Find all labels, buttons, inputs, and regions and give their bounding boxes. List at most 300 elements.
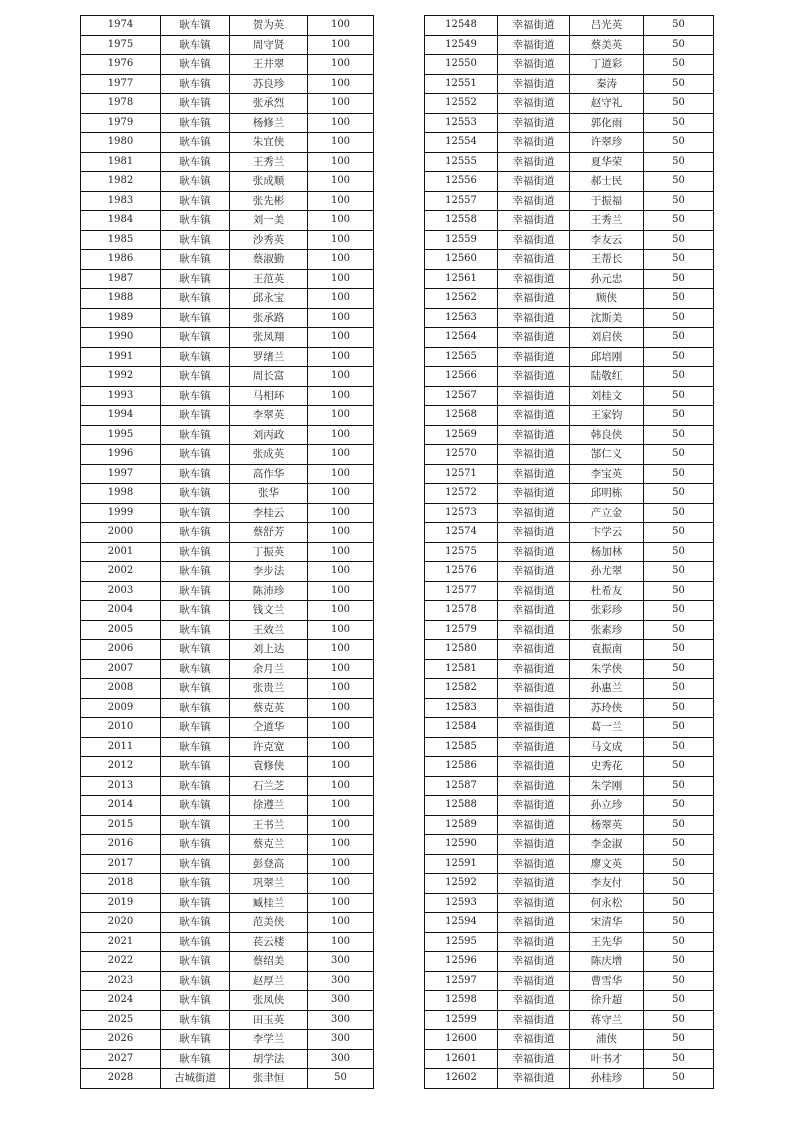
amount-cell: 50: [644, 367, 714, 387]
row-number-cell: 12569: [425, 425, 498, 445]
town-cell: 幸福街道: [498, 620, 570, 640]
name-cell: 李桂云: [230, 503, 308, 523]
amount-cell: 100: [308, 776, 374, 796]
town-cell: 耿车镇: [161, 620, 230, 640]
amount-cell: 50: [644, 991, 714, 1011]
amount-cell: 300: [308, 991, 374, 1011]
table-row: [81, 1069, 374, 1089]
name-cell: 产立金: [570, 503, 644, 523]
table-row: [81, 776, 374, 796]
town-cell: 幸福街道: [498, 1030, 570, 1050]
row-number-cell: 2026: [81, 1030, 161, 1050]
town-cell: 幸福街道: [498, 952, 570, 972]
row-number-cell: 1992: [81, 367, 161, 387]
name-cell: 杨修兰: [230, 113, 308, 133]
name-cell: 顾侠: [570, 289, 644, 309]
amount-cell: 50: [644, 757, 714, 777]
name-cell: 彭登高: [230, 854, 308, 874]
row-number-cell: 2027: [81, 1049, 161, 1069]
row-number-cell: 12555: [425, 152, 498, 172]
town-cell: 耿车镇: [161, 796, 230, 816]
table-row: [81, 542, 374, 562]
row-number-cell: 12585: [425, 737, 498, 757]
amount-cell: 50: [644, 1030, 714, 1050]
town-cell: 幸福街道: [498, 737, 570, 757]
row-number-cell: 12576: [425, 562, 498, 582]
town-cell: 耿车镇: [161, 386, 230, 406]
amount-cell: 50: [644, 1010, 714, 1030]
name-cell: 蔡淑勤: [230, 250, 308, 270]
town-cell: 幸福街道: [498, 659, 570, 679]
name-cell: 蒋守兰: [570, 1010, 644, 1030]
amount-cell: 50: [644, 347, 714, 367]
amount-cell: 50: [644, 464, 714, 484]
amount-cell: 50: [644, 874, 714, 894]
name-cell: 贺为英: [230, 16, 308, 36]
name-cell: 沈斯美: [570, 308, 644, 328]
table-row: [81, 328, 374, 348]
row-number-cell: 1983: [81, 191, 161, 211]
name-cell: 刘启侠: [570, 328, 644, 348]
name-cell: 周守贤: [230, 35, 308, 55]
row-number-cell: 12558: [425, 211, 498, 231]
row-number-cell: 1996: [81, 445, 161, 465]
amount-cell: 100: [308, 854, 374, 874]
row-number-cell: 2028: [81, 1069, 161, 1089]
town-cell: 幸福街道: [498, 1049, 570, 1069]
name-cell: 高作华: [230, 464, 308, 484]
name-cell: 陈沛珍: [230, 581, 308, 601]
town-cell: 幸福街道: [498, 893, 570, 913]
row-number-cell: 2005: [81, 620, 161, 640]
town-cell: 幸福街道: [498, 932, 570, 952]
row-number-cell: 12563: [425, 308, 498, 328]
table-row: [425, 893, 714, 913]
amount-cell: 50: [644, 581, 714, 601]
amount-cell: 100: [308, 211, 374, 231]
amount-cell: 100: [308, 718, 374, 738]
row-number-cell: 1980: [81, 133, 161, 153]
table-row: [425, 425, 714, 445]
town-cell: 耿车镇: [161, 815, 230, 835]
name-cell: 廖文英: [570, 854, 644, 874]
row-number-cell: 1990: [81, 328, 161, 348]
left-roster-table: [80, 15, 374, 1089]
name-cell: 孙尤翠: [570, 562, 644, 582]
name-cell: 赵守礼: [570, 94, 644, 114]
amount-cell: 50: [308, 1069, 374, 1089]
row-number-cell: 1979: [81, 113, 161, 133]
amount-cell: 50: [644, 952, 714, 972]
amount-cell: 50: [644, 718, 714, 738]
name-cell: 王书兰: [230, 815, 308, 835]
amount-cell: 50: [644, 523, 714, 543]
name-cell: 张承路: [230, 308, 308, 328]
table-row: [81, 737, 374, 757]
table-row: [425, 94, 714, 114]
amount-cell: 100: [308, 191, 374, 211]
town-cell: 幸福街道: [498, 679, 570, 699]
table-row: [425, 718, 714, 738]
name-cell: 孙立珍: [570, 796, 644, 816]
town-cell: 幸福街道: [498, 94, 570, 114]
town-cell: 耿车镇: [161, 172, 230, 192]
town-cell: 幸福街道: [498, 289, 570, 309]
row-number-cell: 12559: [425, 230, 498, 250]
table-row: [425, 757, 714, 777]
amount-cell: 300: [308, 1049, 374, 1069]
name-cell: 秦涛: [570, 74, 644, 94]
name-cell: 巩翠兰: [230, 874, 308, 894]
amount-cell: 100: [308, 562, 374, 582]
name-cell: 李翠英: [230, 406, 308, 426]
row-number-cell: 12580: [425, 640, 498, 660]
table-row: [81, 952, 374, 972]
table-row: [425, 523, 714, 543]
row-number-cell: 12602: [425, 1069, 498, 1089]
table-row: [425, 796, 714, 816]
amount-cell: 100: [308, 601, 374, 621]
table-row: [81, 581, 374, 601]
row-number-cell: 12593: [425, 893, 498, 913]
name-cell: 郜仁义: [570, 445, 644, 465]
name-cell: 杜希友: [570, 581, 644, 601]
town-cell: 幸福街道: [498, 971, 570, 991]
amount-cell: 50: [644, 269, 714, 289]
amount-cell: 100: [308, 640, 374, 660]
town-cell: 耿车镇: [161, 425, 230, 445]
amount-cell: 100: [308, 308, 374, 328]
table-row: [81, 620, 374, 640]
table-row: [425, 952, 714, 972]
row-number-cell: 12591: [425, 854, 498, 874]
town-cell: 耿车镇: [161, 991, 230, 1011]
row-number-cell: 12574: [425, 523, 498, 543]
town-cell: 耿车镇: [161, 347, 230, 367]
town-cell: 幸福街道: [498, 854, 570, 874]
name-cell: 田玉英: [230, 1010, 308, 1030]
name-cell: 李友云: [570, 230, 644, 250]
table-row: [81, 406, 374, 426]
row-number-cell: 1974: [81, 16, 161, 36]
name-cell: 孙桂珍: [570, 1069, 644, 1089]
amount-cell: 50: [644, 230, 714, 250]
amount-cell: 100: [308, 503, 374, 523]
town-cell: 幸福街道: [498, 55, 570, 75]
town-cell: 耿车镇: [161, 367, 230, 387]
table-row: [81, 796, 374, 816]
table-row: [425, 932, 714, 952]
name-cell: 杨翠英: [570, 815, 644, 835]
amount-cell: 100: [308, 464, 374, 484]
table-row: [81, 523, 374, 543]
name-cell: 张素珍: [570, 620, 644, 640]
row-number-cell: 2007: [81, 659, 161, 679]
table-row: [425, 815, 714, 835]
town-cell: 耿车镇: [161, 601, 230, 621]
row-number-cell: 1993: [81, 386, 161, 406]
town-cell: 耿车镇: [161, 74, 230, 94]
town-cell: 耿车镇: [161, 913, 230, 933]
table-row: [81, 230, 374, 250]
row-number-cell: 1978: [81, 94, 161, 114]
row-number-cell: 12587: [425, 776, 498, 796]
row-number-cell: 2014: [81, 796, 161, 816]
amount-cell: 100: [308, 659, 374, 679]
table-row: [425, 367, 714, 387]
row-number-cell: 12579: [425, 620, 498, 640]
right-roster-body: [425, 16, 714, 1089]
table-row: [81, 35, 374, 55]
amount-cell: 100: [308, 250, 374, 270]
name-cell: 蔡克英: [230, 698, 308, 718]
town-cell: 耿车镇: [161, 776, 230, 796]
table-row: [425, 1069, 714, 1089]
name-cell: 李金淑: [570, 835, 644, 855]
name-cell: 周长富: [230, 367, 308, 387]
table-row: [425, 835, 714, 855]
town-cell: 幸福街道: [498, 523, 570, 543]
town-cell: 耿车镇: [161, 328, 230, 348]
row-number-cell: 2012: [81, 757, 161, 777]
table-row: [81, 874, 374, 894]
table-row: [81, 113, 374, 133]
name-cell: 宋清华: [570, 913, 644, 933]
amount-cell: 50: [644, 35, 714, 55]
town-cell: 幸福街道: [498, 835, 570, 855]
table-row: [425, 601, 714, 621]
row-number-cell: 12566: [425, 367, 498, 387]
name-cell: 孙惠兰: [570, 679, 644, 699]
name-cell: 王秀兰: [230, 152, 308, 172]
amount-cell: 100: [308, 737, 374, 757]
town-cell: 耿车镇: [161, 932, 230, 952]
town-cell: 幸福街道: [498, 74, 570, 94]
town-cell: 耿车镇: [161, 503, 230, 523]
name-cell: 曹雪华: [570, 971, 644, 991]
row-number-cell: 12583: [425, 698, 498, 718]
town-cell: 幸福街道: [498, 133, 570, 153]
amount-cell: 100: [308, 484, 374, 504]
name-cell: 刘上达: [230, 640, 308, 660]
row-number-cell: 1997: [81, 464, 161, 484]
name-cell: 马相环: [230, 386, 308, 406]
amount-cell: 100: [308, 406, 374, 426]
town-cell: 古城街道: [161, 1069, 230, 1089]
town-cell: 幸福街道: [498, 269, 570, 289]
amount-cell: 100: [308, 55, 374, 75]
name-cell: 罗绪兰: [230, 347, 308, 367]
amount-cell: 50: [644, 601, 714, 621]
table-row: [425, 854, 714, 874]
amount-cell: 100: [308, 815, 374, 835]
table-row: [81, 211, 374, 231]
amount-cell: 100: [308, 328, 374, 348]
town-cell: 幸福街道: [498, 191, 570, 211]
table-row: [425, 386, 714, 406]
row-number-cell: 1991: [81, 347, 161, 367]
town-cell: 耿车镇: [161, 562, 230, 582]
town-cell: 耿车镇: [161, 55, 230, 75]
amount-cell: 50: [644, 913, 714, 933]
amount-cell: 100: [308, 523, 374, 543]
amount-cell: 100: [308, 913, 374, 933]
table-row: [81, 386, 374, 406]
name-cell: 杨加林: [570, 542, 644, 562]
town-cell: 耿车镇: [161, 1030, 230, 1050]
amount-cell: 50: [644, 835, 714, 855]
town-cell: 耿车镇: [161, 971, 230, 991]
name-cell: 陈庆增: [570, 952, 644, 972]
name-cell: 范美侠: [230, 913, 308, 933]
amount-cell: 50: [644, 893, 714, 913]
name-cell: 李步法: [230, 562, 308, 582]
amount-cell: 100: [308, 542, 374, 562]
row-number-cell: 1987: [81, 269, 161, 289]
amount-cell: 50: [644, 328, 714, 348]
town-cell: 耿车镇: [161, 757, 230, 777]
amount-cell: 50: [644, 1049, 714, 1069]
town-cell: 幸福街道: [498, 991, 570, 1011]
name-cell: 史秀花: [570, 757, 644, 777]
row-number-cell: 12564: [425, 328, 498, 348]
amount-cell: 100: [308, 425, 374, 445]
row-number-cell: 1994: [81, 406, 161, 426]
town-cell: 耿车镇: [161, 737, 230, 757]
table-row: [425, 562, 714, 582]
amount-cell: 50: [644, 94, 714, 114]
row-number-cell: 12598: [425, 991, 498, 1011]
row-number-cell: 2025: [81, 1010, 161, 1030]
amount-cell: 100: [308, 620, 374, 640]
row-number-cell: 12553: [425, 113, 498, 133]
town-cell: 幸福街道: [498, 757, 570, 777]
amount-cell: 100: [308, 757, 374, 777]
table-row: [81, 289, 374, 309]
amount-cell: 50: [644, 425, 714, 445]
town-cell: 耿车镇: [161, 289, 230, 309]
table-row: [81, 152, 374, 172]
row-number-cell: 12549: [425, 35, 498, 55]
town-cell: 耿车镇: [161, 835, 230, 855]
name-cell: 苌云楼: [230, 932, 308, 952]
row-number-cell: 1982: [81, 172, 161, 192]
amount-cell: 100: [308, 172, 374, 192]
town-cell: 幸福街道: [498, 776, 570, 796]
name-cell: 卞学云: [570, 523, 644, 543]
amount-cell: 50: [644, 1069, 714, 1089]
amount-cell: 50: [644, 113, 714, 133]
row-number-cell: 12592: [425, 874, 498, 894]
amount-cell: 300: [308, 952, 374, 972]
row-number-cell: 1986: [81, 250, 161, 270]
row-number-cell: 1981: [81, 152, 161, 172]
town-cell: 耿车镇: [161, 191, 230, 211]
table-row: [425, 289, 714, 309]
amount-cell: 50: [644, 191, 714, 211]
table-row: [425, 211, 714, 231]
row-number-cell: 12572: [425, 484, 498, 504]
name-cell: 张贵兰: [230, 679, 308, 699]
table-row: [425, 581, 714, 601]
table-row: [81, 932, 374, 952]
name-cell: 张聿恒: [230, 1069, 308, 1089]
name-cell: 丁振英: [230, 542, 308, 562]
name-cell: 张彩珍: [570, 601, 644, 621]
amount-cell: 100: [308, 347, 374, 367]
name-cell: 丁道彩: [570, 55, 644, 75]
name-cell: 朱宜侠: [230, 133, 308, 153]
name-cell: 刘丙政: [230, 425, 308, 445]
amount-cell: 50: [644, 542, 714, 562]
table-row: [425, 464, 714, 484]
table-row: [81, 191, 374, 211]
name-cell: 李学兰: [230, 1030, 308, 1050]
row-number-cell: 12601: [425, 1049, 498, 1069]
row-number-cell: 12550: [425, 55, 498, 75]
town-cell: 幸福街道: [498, 113, 570, 133]
table-row: [81, 484, 374, 504]
table-row: [425, 542, 714, 562]
row-number-cell: 12582: [425, 679, 498, 699]
amount-cell: 50: [644, 562, 714, 582]
town-cell: 耿车镇: [161, 35, 230, 55]
town-cell: 耿车镇: [161, 230, 230, 250]
amount-cell: 50: [644, 737, 714, 757]
name-cell: 邱永宝: [230, 289, 308, 309]
table-row: [81, 893, 374, 913]
town-cell: 耿车镇: [161, 893, 230, 913]
name-cell: 蔡绍美: [230, 952, 308, 972]
row-number-cell: 12573: [425, 503, 498, 523]
amount-cell: 50: [644, 406, 714, 426]
amount-cell: 50: [644, 172, 714, 192]
row-number-cell: 2013: [81, 776, 161, 796]
name-cell: 陆敬红: [570, 367, 644, 387]
name-cell: 李宝英: [570, 464, 644, 484]
name-cell: 蔡美英: [570, 35, 644, 55]
town-cell: 幸福街道: [498, 562, 570, 582]
amount-cell: 100: [308, 835, 374, 855]
row-number-cell: 12600: [425, 1030, 498, 1050]
name-cell: 邱培刚: [570, 347, 644, 367]
town-cell: 耿车镇: [161, 698, 230, 718]
table-row: [425, 503, 714, 523]
town-cell: 耿车镇: [161, 1010, 230, 1030]
name-cell: 吕光英: [570, 16, 644, 36]
row-number-cell: 12596: [425, 952, 498, 972]
town-cell: 耿车镇: [161, 718, 230, 738]
table-row: [81, 718, 374, 738]
name-cell: 韩良侠: [570, 425, 644, 445]
name-cell: 何永松: [570, 893, 644, 913]
name-cell: 于振福: [570, 191, 644, 211]
town-cell: 耿车镇: [161, 874, 230, 894]
amount-cell: 100: [308, 230, 374, 250]
table-row: [81, 1030, 374, 1050]
amount-cell: 100: [308, 289, 374, 309]
town-cell: 幸福街道: [498, 172, 570, 192]
table-row: [81, 464, 374, 484]
name-cell: 仝道华: [230, 718, 308, 738]
town-cell: 耿车镇: [161, 16, 230, 36]
name-cell: 苏玲侠: [570, 698, 644, 718]
town-cell: 耿车镇: [161, 679, 230, 699]
name-cell: 王先华: [570, 932, 644, 952]
name-cell: 王井翠: [230, 55, 308, 75]
table-row: [81, 445, 374, 465]
town-cell: 幸福街道: [498, 406, 570, 426]
